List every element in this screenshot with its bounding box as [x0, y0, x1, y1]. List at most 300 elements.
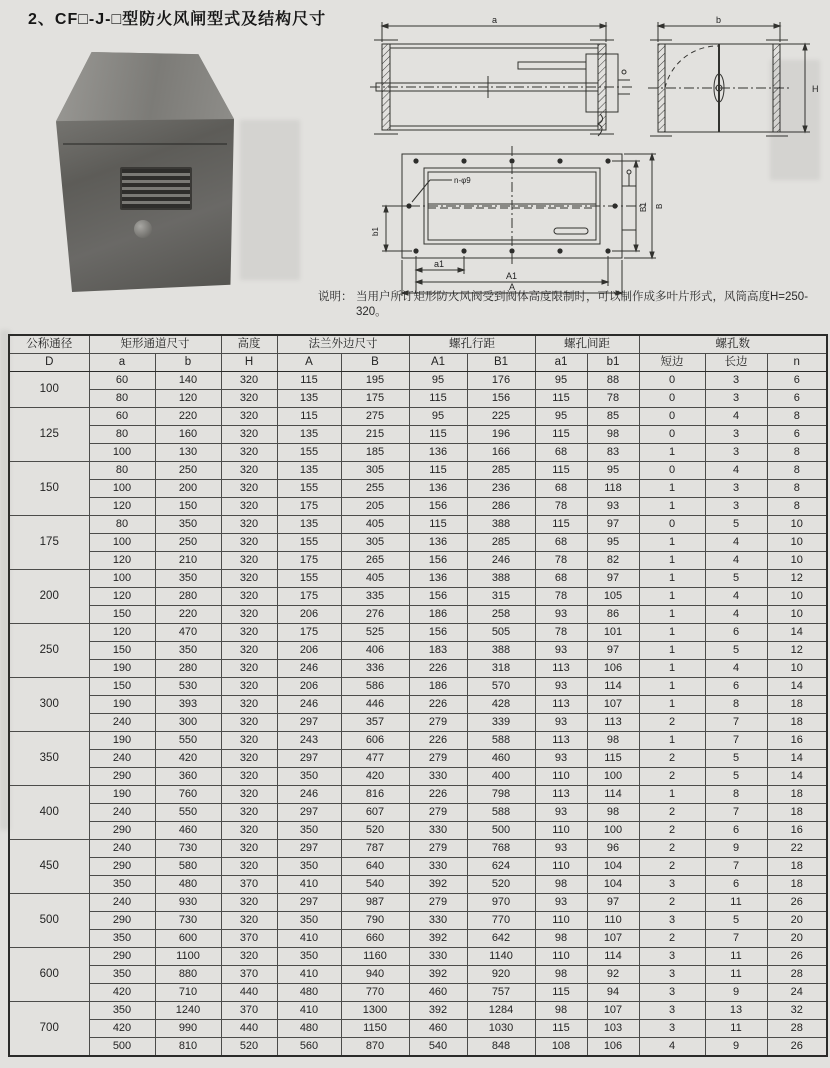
- cell: 360: [155, 768, 221, 786]
- cell: 5: [705, 750, 767, 768]
- cell: 1: [639, 534, 705, 552]
- cell: 588: [467, 804, 535, 822]
- cell: 68: [535, 570, 587, 588]
- cell: 120: [155, 390, 221, 408]
- table-row: [9, 624, 827, 642]
- cell: 1240: [155, 1002, 221, 1020]
- cell: 320: [221, 786, 277, 804]
- cell: 7: [705, 930, 767, 948]
- cell: 388: [467, 516, 535, 534]
- cell: 320: [221, 732, 277, 750]
- cell: 315: [467, 588, 535, 606]
- cell: 2: [639, 894, 705, 912]
- cell: 80: [89, 426, 155, 444]
- cell: 350: [277, 822, 341, 840]
- cell: 606: [341, 732, 409, 750]
- cell: 240: [89, 840, 155, 858]
- cell: 135: [277, 516, 341, 534]
- cell: 370: [221, 1002, 277, 1020]
- cell: 0: [639, 462, 705, 480]
- cell: 190: [89, 786, 155, 804]
- cell: 2: [639, 840, 705, 858]
- cell: 320: [221, 804, 277, 822]
- header-col: n: [767, 354, 827, 372]
- cell: 4: [705, 552, 767, 570]
- cell: 156: [409, 588, 467, 606]
- cell: 68: [535, 534, 587, 552]
- cell: 480: [277, 1020, 341, 1038]
- dimension-table-wrap: [8, 334, 828, 1057]
- cell: 93: [535, 642, 587, 660]
- header-col: H: [221, 354, 277, 372]
- cell: 108: [535, 1038, 587, 1057]
- cell: 98: [535, 1002, 587, 1020]
- cell: 350: [277, 912, 341, 930]
- cell: 85: [587, 408, 639, 426]
- cell: 240: [89, 804, 155, 822]
- cell: 930: [155, 894, 221, 912]
- cell: 78: [535, 498, 587, 516]
- cell: 2: [639, 714, 705, 732]
- cell: 1300: [341, 1002, 409, 1020]
- cell: 392: [409, 876, 467, 894]
- cell: 320: [221, 606, 277, 624]
- cell: 206: [277, 606, 341, 624]
- cell: 26: [767, 1038, 827, 1057]
- cell: 350: [155, 570, 221, 588]
- cell: 1140: [467, 948, 535, 966]
- cell: 2: [639, 768, 705, 786]
- cell: 540: [409, 1038, 467, 1057]
- cell: 2: [639, 804, 705, 822]
- cell: 570: [467, 678, 535, 696]
- cell: 330: [409, 768, 467, 786]
- cell: 100: [89, 444, 155, 462]
- cell: 320: [221, 696, 277, 714]
- cell: 226: [409, 660, 467, 678]
- cell: 156: [409, 624, 467, 642]
- table-row: [9, 588, 827, 606]
- cell: 135: [277, 390, 341, 408]
- cell: 940: [341, 966, 409, 984]
- cell: 1284: [467, 1002, 535, 1020]
- cell: 370: [221, 876, 277, 894]
- cell: 226: [409, 786, 467, 804]
- cell-diameter: 450: [9, 840, 89, 894]
- table-row: [9, 606, 827, 624]
- cell: 246: [277, 660, 341, 678]
- cell: 113: [535, 696, 587, 714]
- cell-diameter: 125: [9, 408, 89, 462]
- cell: 580: [155, 858, 221, 876]
- cell: 350: [89, 876, 155, 894]
- cell: 105: [587, 588, 639, 606]
- cell: 320: [221, 642, 277, 660]
- table-row: [9, 822, 827, 840]
- cell: 150: [89, 678, 155, 696]
- cell: 4: [705, 588, 767, 606]
- cell: 640: [341, 858, 409, 876]
- cell: 100: [587, 822, 639, 840]
- cell: 3: [639, 984, 705, 1002]
- cell: 297: [277, 840, 341, 858]
- cell: 530: [155, 678, 221, 696]
- table-row: [9, 948, 827, 966]
- cell: 110: [535, 948, 587, 966]
- cell: 9: [705, 840, 767, 858]
- table-row: [9, 642, 827, 660]
- cell: 156: [409, 552, 467, 570]
- cell: 196: [467, 426, 535, 444]
- cell: 350: [89, 1002, 155, 1020]
- cell: 320: [221, 840, 277, 858]
- cell: 660: [341, 930, 409, 948]
- cell: 1100: [155, 948, 221, 966]
- cell: 320: [221, 588, 277, 606]
- cell: 525: [341, 624, 409, 642]
- cell: 130: [155, 444, 221, 462]
- cell: 279: [409, 840, 467, 858]
- cell: 446: [341, 696, 409, 714]
- dim-label-B1: B1: [639, 202, 648, 212]
- table-row: [9, 768, 827, 786]
- cell: 0: [639, 516, 705, 534]
- product-photo: [56, 52, 234, 292]
- header-row: [9, 335, 827, 354]
- cell: 88: [587, 372, 639, 390]
- cell: 297: [277, 804, 341, 822]
- cell: 393: [155, 696, 221, 714]
- cell: 320: [221, 372, 277, 390]
- cell: 11: [705, 1020, 767, 1038]
- cell: 320: [221, 678, 277, 696]
- dim-label-b1: b1: [371, 227, 380, 236]
- cell: 114: [587, 786, 639, 804]
- cell: 80: [89, 390, 155, 408]
- cell: 350: [89, 966, 155, 984]
- cell: 175: [341, 390, 409, 408]
- cell: 392: [409, 1002, 467, 1020]
- cell: 1: [639, 606, 705, 624]
- cell: 320: [221, 858, 277, 876]
- cell: 357: [341, 714, 409, 732]
- cell: 420: [89, 984, 155, 1002]
- cell: 186: [409, 678, 467, 696]
- cell: 97: [587, 642, 639, 660]
- cell: 420: [89, 1020, 155, 1038]
- cell: 350: [277, 858, 341, 876]
- cell: 370: [221, 966, 277, 984]
- cell: 410: [277, 1002, 341, 1020]
- cell: 115: [535, 390, 587, 408]
- cell: 78: [535, 624, 587, 642]
- cell: 320: [221, 570, 277, 588]
- cell: 440: [221, 984, 277, 1002]
- cell: 1: [639, 786, 705, 804]
- cell: 4: [705, 462, 767, 480]
- cell: 22: [767, 840, 827, 858]
- table-row: [9, 750, 827, 768]
- cell: 320: [221, 912, 277, 930]
- cell: 258: [467, 606, 535, 624]
- dim-label-H: H: [812, 84, 819, 94]
- cell: 305: [341, 534, 409, 552]
- cell: 60: [89, 372, 155, 390]
- table-row: [9, 498, 827, 516]
- cell: 6: [705, 822, 767, 840]
- cell: 12: [767, 642, 827, 660]
- header-col: a1: [535, 354, 587, 372]
- cell: 220: [155, 408, 221, 426]
- cell: 406: [341, 642, 409, 660]
- header-col: A: [277, 354, 341, 372]
- cell: 3: [639, 948, 705, 966]
- cell: 320: [221, 516, 277, 534]
- cell: 1: [639, 570, 705, 588]
- cell: 330: [409, 858, 467, 876]
- cell: 1: [639, 498, 705, 516]
- table-row: [9, 372, 827, 390]
- table-row: [9, 696, 827, 714]
- cell: 215: [341, 426, 409, 444]
- cell: 6: [705, 624, 767, 642]
- cell: 93: [535, 804, 587, 822]
- cell: 26: [767, 894, 827, 912]
- cell: 18: [767, 714, 827, 732]
- header-col: B: [341, 354, 409, 372]
- cell: 190: [89, 732, 155, 750]
- cell: 93: [535, 750, 587, 768]
- table-row: [9, 732, 827, 750]
- table-row: [9, 534, 827, 552]
- cell: 300: [155, 714, 221, 732]
- cell: 4: [705, 534, 767, 552]
- cell: 113: [535, 732, 587, 750]
- cell: 18: [767, 786, 827, 804]
- cell: 98: [587, 426, 639, 444]
- header-col: 短边: [639, 354, 705, 372]
- cell: 420: [341, 768, 409, 786]
- cell: 4: [705, 660, 767, 678]
- cell: 68: [535, 444, 587, 462]
- note: [318, 290, 826, 320]
- cell: 6: [705, 876, 767, 894]
- cell: 110: [535, 768, 587, 786]
- cell: 205: [341, 498, 409, 516]
- cell: 8: [767, 480, 827, 498]
- cell: 183: [409, 642, 467, 660]
- cell: 104: [587, 858, 639, 876]
- cell: 388: [467, 570, 535, 588]
- cell: 82: [587, 552, 639, 570]
- dimension-table: [8, 334, 828, 1057]
- cell: 78: [535, 552, 587, 570]
- cell-diameter: 500: [9, 894, 89, 948]
- cell: 320: [221, 624, 277, 642]
- cell: 285: [467, 462, 535, 480]
- cell: 95: [535, 408, 587, 426]
- cell: 7: [705, 804, 767, 822]
- cell-diameter: 175: [9, 516, 89, 570]
- cell: 93: [587, 498, 639, 516]
- table-row: [9, 444, 827, 462]
- cell: 240: [89, 750, 155, 768]
- cell: 98: [535, 966, 587, 984]
- table-row: [9, 858, 827, 876]
- cell: 115: [535, 426, 587, 444]
- cell: 460: [409, 984, 467, 1002]
- cell: 14: [767, 750, 827, 768]
- cell: 290: [89, 948, 155, 966]
- note-text: 当用户所订矩形防火风阀受到阀体高度限制时，可以制作成多叶片形式，风筒高度H=250-320。: [356, 291, 809, 318]
- cell: 9: [705, 1038, 767, 1057]
- cell: 18: [767, 876, 827, 894]
- cell: 320: [221, 714, 277, 732]
- dim-label-a: a: [492, 15, 498, 25]
- cell: 320: [221, 552, 277, 570]
- cell: 276: [341, 606, 409, 624]
- cell: 14: [767, 678, 827, 696]
- cell: 28: [767, 966, 827, 984]
- cell: 10: [767, 588, 827, 606]
- cell: 798: [467, 786, 535, 804]
- cell: 500: [89, 1038, 155, 1057]
- cell: 95: [535, 372, 587, 390]
- table-row: [9, 516, 827, 534]
- cell: 642: [467, 930, 535, 948]
- cell: 3: [705, 498, 767, 516]
- cell: 816: [341, 786, 409, 804]
- cell: 770: [467, 912, 535, 930]
- cell: 320: [221, 498, 277, 516]
- cell: 3: [639, 912, 705, 930]
- cell: 320: [221, 822, 277, 840]
- cell: 320: [221, 480, 277, 498]
- cell: 275: [341, 408, 409, 426]
- cell: 710: [155, 984, 221, 1002]
- header-d-top: 公称通径: [9, 335, 89, 354]
- cell: 870: [341, 1038, 409, 1057]
- cell: 175: [277, 588, 341, 606]
- cell: 6: [767, 426, 827, 444]
- cell: 2: [639, 822, 705, 840]
- cell: 400: [467, 768, 535, 786]
- cell: 2: [639, 750, 705, 768]
- cell: 6: [705, 678, 767, 696]
- cell: 110: [535, 822, 587, 840]
- cell: 1: [639, 624, 705, 642]
- dim-label-A1: A1: [506, 271, 518, 281]
- cell: 175: [277, 624, 341, 642]
- scan-smudge: [240, 120, 300, 280]
- cell: 330: [409, 948, 467, 966]
- cell: 4: [705, 408, 767, 426]
- table-row: [9, 1038, 827, 1057]
- page-title: 2、CF□-J-□型防火风闸型式及结构尺寸: [28, 11, 327, 28]
- dim-label-a1: a1: [434, 259, 445, 269]
- cell: 3: [639, 1020, 705, 1038]
- cell: 18: [767, 804, 827, 822]
- cell: 350: [155, 642, 221, 660]
- cell: 460: [409, 1020, 467, 1038]
- cell: 7: [705, 714, 767, 732]
- cell: 20: [767, 930, 827, 948]
- cell: 176: [467, 372, 535, 390]
- cell: 280: [155, 588, 221, 606]
- cell: 11: [705, 966, 767, 984]
- cell: 113: [535, 786, 587, 804]
- cell: 0: [639, 372, 705, 390]
- cell: 11: [705, 948, 767, 966]
- cell: 320: [221, 894, 277, 912]
- side-view-drawing: [368, 14, 636, 146]
- cell: 410: [277, 930, 341, 948]
- cell: 113: [587, 714, 639, 732]
- table-body: [9, 372, 827, 1057]
- cell: 8: [705, 696, 767, 714]
- cell: 98: [587, 732, 639, 750]
- damper-top-face: [56, 52, 234, 124]
- cell: 279: [409, 804, 467, 822]
- cell: 236: [467, 480, 535, 498]
- cell: 5: [705, 642, 767, 660]
- cell: 118: [587, 480, 639, 498]
- cell: 225: [467, 408, 535, 426]
- cell: 95: [409, 372, 467, 390]
- header-group-3: 螺孔行距: [409, 335, 535, 354]
- cell: 920: [467, 966, 535, 984]
- cell: 286: [467, 498, 535, 516]
- cell: 80: [89, 462, 155, 480]
- cell: 9: [705, 984, 767, 1002]
- table-row: [9, 390, 827, 408]
- cell: 335: [341, 588, 409, 606]
- cell: 297: [277, 894, 341, 912]
- cell: 93: [535, 894, 587, 912]
- cell: 1: [639, 480, 705, 498]
- cell: 113: [535, 660, 587, 678]
- header-col: b: [155, 354, 221, 372]
- cell: 155: [277, 480, 341, 498]
- cell: 350: [155, 516, 221, 534]
- header-col: A1: [409, 354, 467, 372]
- cell: 20: [767, 912, 827, 930]
- cell: 730: [155, 912, 221, 930]
- cell: 290: [89, 822, 155, 840]
- cell: 3: [705, 444, 767, 462]
- cell-diameter: 600: [9, 948, 89, 1002]
- header-group-5: 螺孔数: [639, 335, 827, 354]
- cell: 280: [155, 660, 221, 678]
- cell: 13: [705, 1002, 767, 1020]
- cell: 1160: [341, 948, 409, 966]
- cell: 14: [767, 624, 827, 642]
- cell: 115: [535, 1020, 587, 1038]
- cell: 7: [705, 732, 767, 750]
- cell: 1: [639, 696, 705, 714]
- dim-label-B: B: [655, 203, 664, 209]
- cell: 101: [587, 624, 639, 642]
- cell: 110: [535, 912, 587, 930]
- cell: 10: [767, 534, 827, 552]
- cell: 1: [639, 444, 705, 462]
- damper-seam: [63, 143, 227, 145]
- cell: 186: [409, 606, 467, 624]
- cell: 757: [467, 984, 535, 1002]
- cell: 607: [341, 804, 409, 822]
- cell: 93: [535, 678, 587, 696]
- header-row: [9, 354, 827, 372]
